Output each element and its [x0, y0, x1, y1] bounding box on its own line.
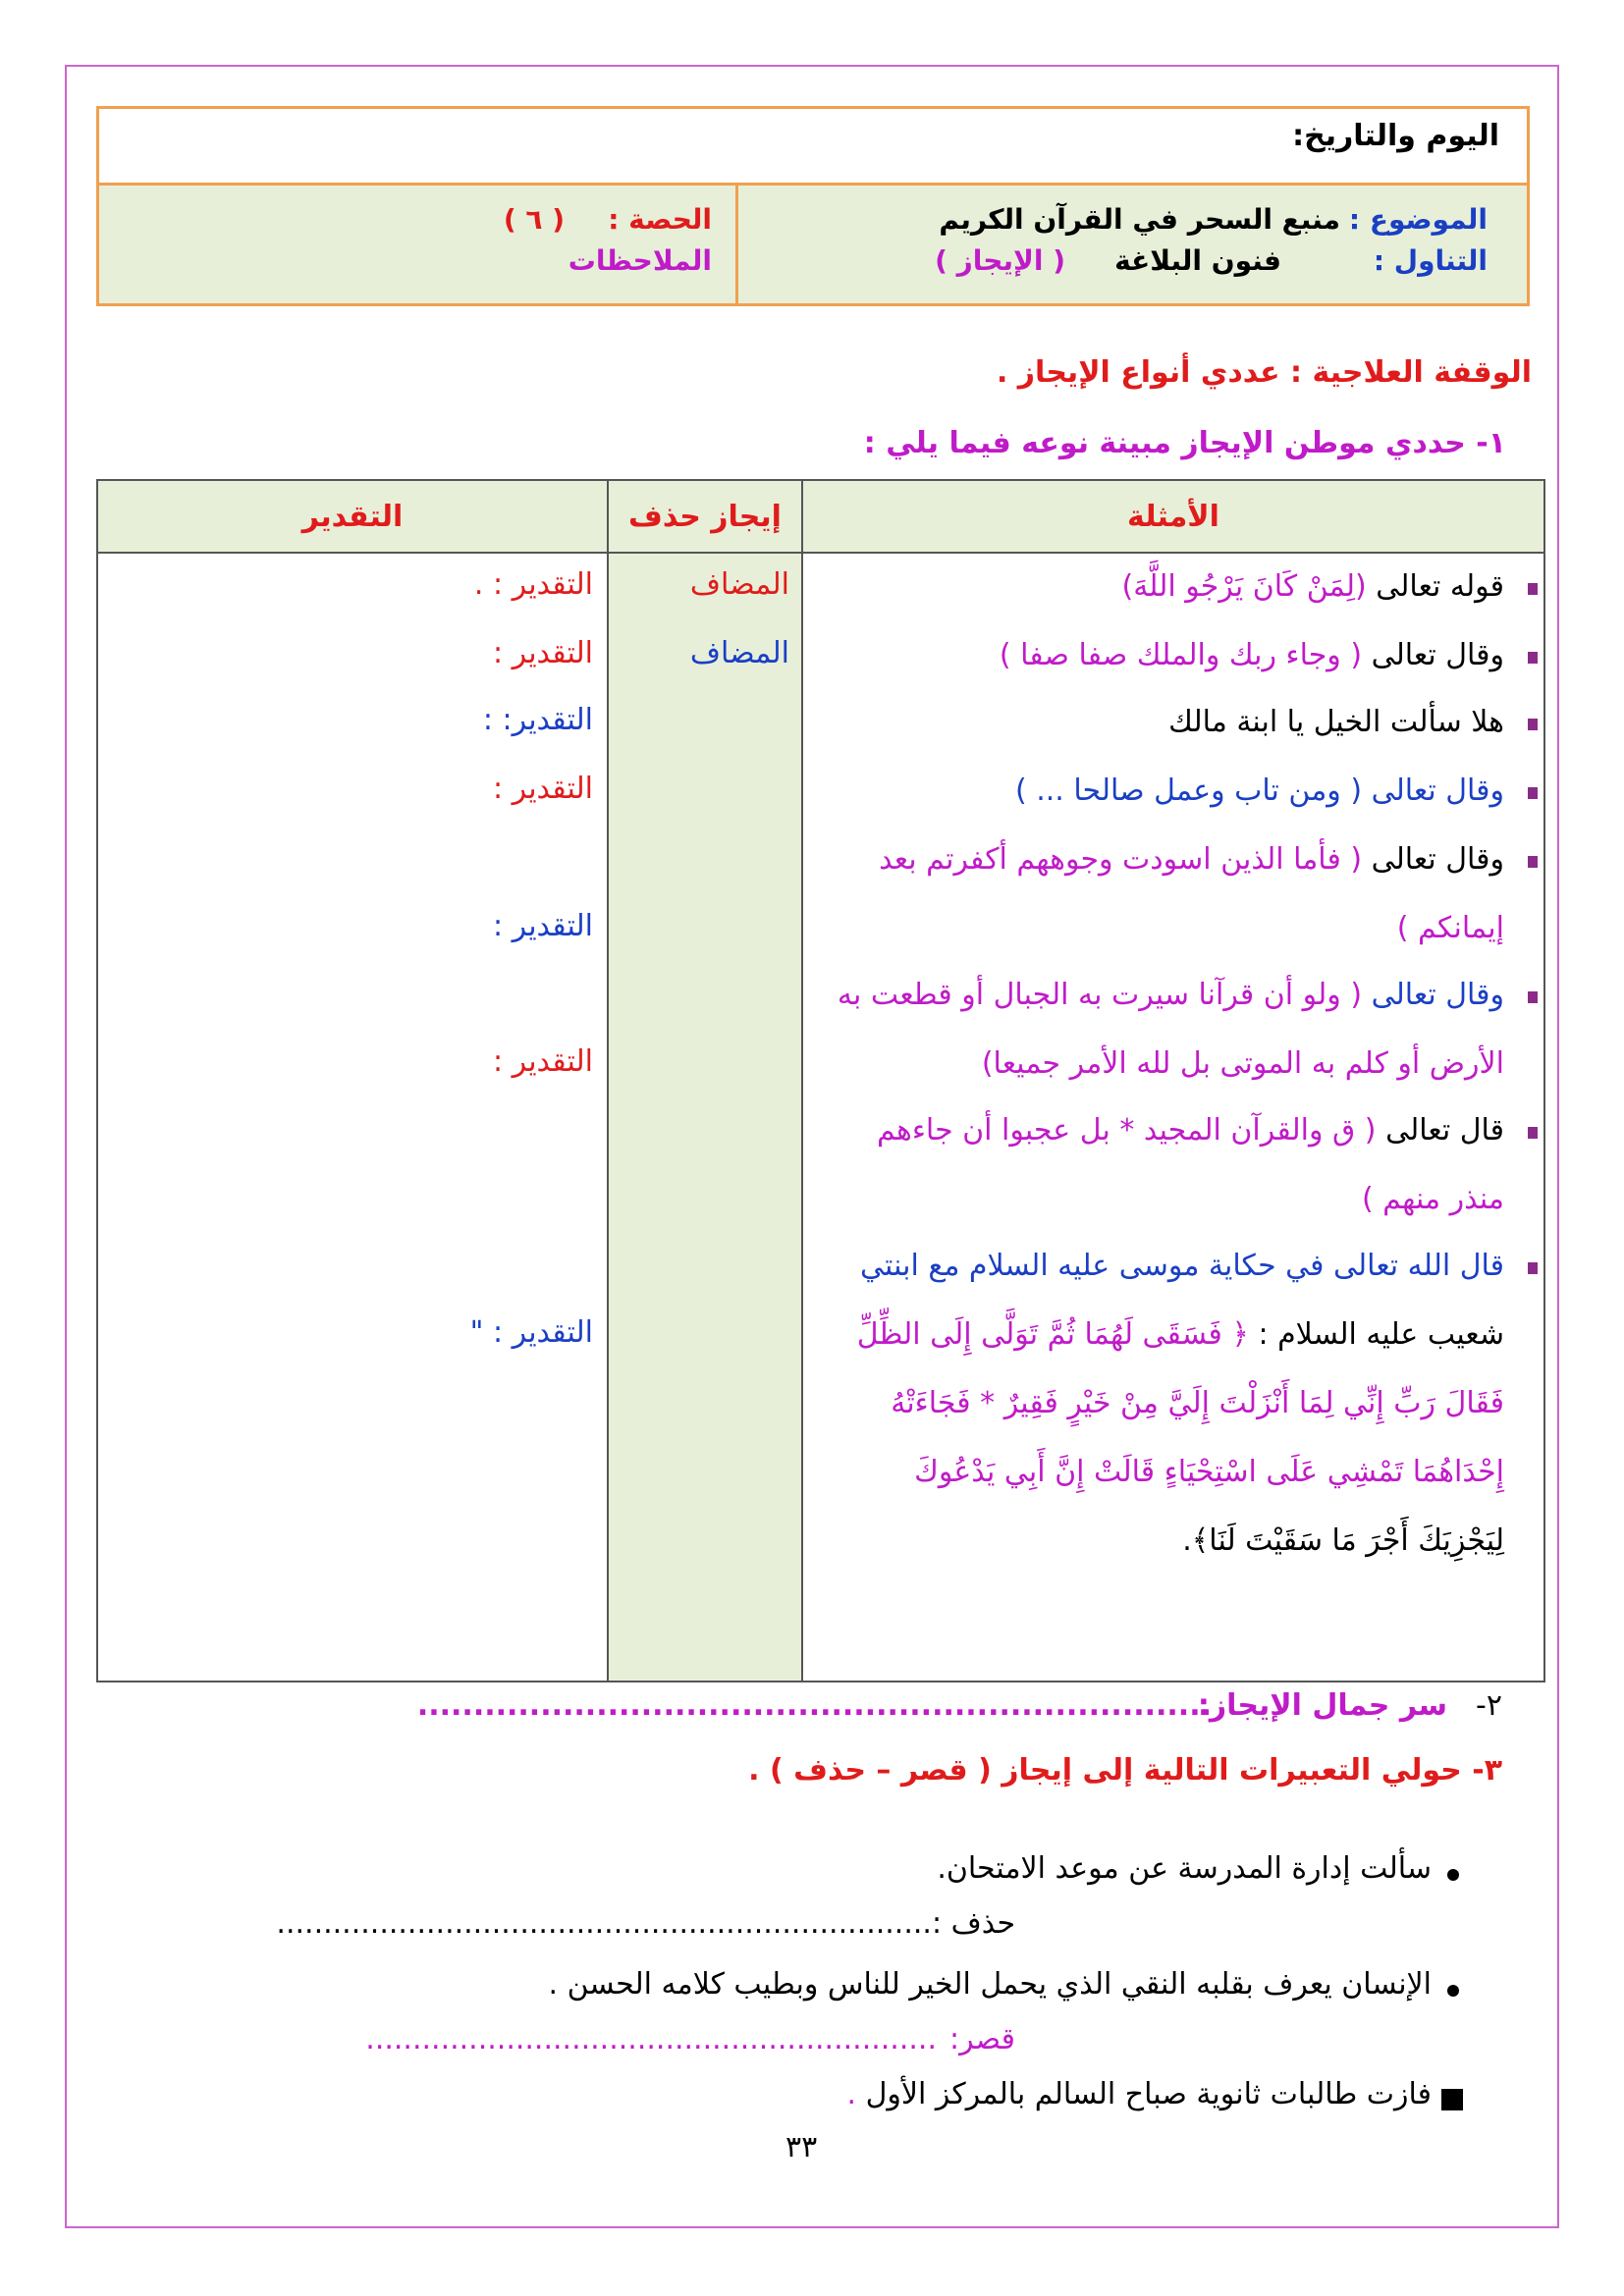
bullet-icon: [1528, 991, 1538, 1003]
hazf-1: المضاف: [689, 567, 789, 602]
example-5-cont: إيمانكم ): [1396, 911, 1504, 945]
examples-table: [96, 479, 1545, 1682]
lesson-header: [96, 106, 1530, 306]
square-bullet-icon: [1441, 2089, 1463, 2110]
example-5: وقال تعالى ( فأما الذين اسودت وجوههم أكفرتم بعد: [879, 842, 1504, 877]
taqdir-5: التقدير :: [493, 909, 593, 943]
taqdir-4: التقدير :: [493, 772, 593, 806]
handling-paren: ( الإيجاز ): [935, 244, 1065, 277]
example-2: وقال تعالى ( وجاء ربك والملك صفا صفا ): [999, 638, 1504, 672]
bullet-icon: [1528, 719, 1538, 730]
bullet-icon: [1528, 1127, 1538, 1139]
notes-label: الملاحظات: [568, 244, 712, 277]
q3-item-2: الإنسان يعرف بقلبه النقي الذي يحمل الخير للناس وبطيب كلامه الحسن .: [548, 1967, 1432, 2002]
remedial-title: الوقفة العلاجية : عددي أنواع الإيجاز .: [996, 355, 1532, 390]
handling-label: التناول :: [1373, 244, 1488, 277]
bullet-dot-icon: [1447, 1985, 1459, 1997]
q3-item-1: سألت إدارة المدرسة عن موعد الامتحان.: [937, 1851, 1432, 1886]
example-7: قال تعالى ( ق والقرآن المجيد * بل عجبوا أن جاءهم: [877, 1113, 1504, 1148]
example-8-line2: شعيب عليه السلام : ﴿ فَسَقَى لَهُمَا ثُمَّ تَوَلَّى إِلَى الظِّلِّ: [856, 1317, 1504, 1352]
col-hazf: إيجاز حذف: [608, 480, 802, 553]
bullet-icon: [1528, 652, 1538, 664]
handling-value: فنون البلاغة: [1114, 244, 1281, 277]
q1-title: ١- حددي موطن الإيجاز مبينة نوعه فيما يلي :: [863, 426, 1506, 460]
q3-item-2-answer-dots: .............................................................: [365, 2022, 937, 2056]
bullet-dot-icon: [1447, 1869, 1459, 1881]
hazf-2: المضاف: [689, 636, 789, 670]
q2-label: سر جمال الإيجاز:: [1197, 1688, 1447, 1723]
example-6: وقال تعالى ( ولو أن قرآنا سيرت به الجبال أو قطعت به: [837, 978, 1504, 1012]
date-row: [99, 109, 1527, 186]
taqdir-3: التقدير: :: [482, 703, 593, 737]
example-8-line4: إِحْدَاهُمَا تَمْشِي عَلَى اسْتِحْيَاءٍ قَالَتْ إِنَّ أَبِي يَدْعُوكَ: [914, 1455, 1504, 1489]
info-divider: [735, 186, 738, 303]
q3-title: ٣- حولي التعبيرات التالية إلى إيجاز ( قصر – حذف ) .: [748, 1753, 1502, 1788]
example-3: هلا سألت الخيل يا ابنة مالك: [1168, 705, 1504, 739]
bullet-icon: [1528, 583, 1538, 595]
taqdir-cell: [97, 553, 608, 1682]
taqdir-1: التقدير : .: [473, 567, 593, 602]
period-label: الحصة :: [608, 203, 712, 236]
lesson-info: [99, 186, 1527, 303]
example-1: قوله تعالى (لِمَنْ كَانَ يَرْجُو اللَّهَ): [1121, 569, 1504, 604]
examples-cell: [802, 553, 1544, 1682]
subject-label: الموضوع :: [1348, 203, 1488, 236]
q3-item-1-answer: حذف :......................................................................: [276, 1906, 1015, 1941]
example-8-line5: لِيَجْزِيَكَ أَجْرَ مَا سَقَيْتَ لَنَا﴾.: [1182, 1523, 1504, 1558]
example-8-line3: فَقَالَ رَبِّ إِنِّي لِمَا أَنْزَلْتَ إِلَيَّ مِنْ خَيْرٍ فَقِيرٌ * فَجَاءَتْهُ: [891, 1386, 1504, 1420]
period-value: ( ٦ ): [503, 203, 565, 236]
bullet-icon: [1528, 1262, 1538, 1274]
hazf-cell: [608, 553, 802, 1682]
bullet-icon: [1528, 787, 1538, 799]
page-number: ٣٣: [785, 2130, 818, 2164]
q2-dots: .......................................................................: [416, 1688, 1212, 1723]
col-taqdir: التقدير: [97, 480, 608, 553]
subject-value: منبع السحر في القرآن الكريم: [939, 203, 1340, 236]
example-4: وقال تعالى ( ومن تاب وعمل صالحا ... ): [1014, 774, 1504, 808]
col-examples: الأمثلة: [802, 480, 1544, 553]
example-7-cont: منذر منهم ): [1361, 1182, 1504, 1216]
taqdir-2: التقدير :: [493, 636, 593, 670]
example-6-cont: الأرض أو كلم به الموتى بل لله الأمر جميعا): [981, 1046, 1504, 1081]
taqdir-7: التقدير : ": [469, 1315, 593, 1350]
example-8: قال الله تعالى في حكاية موسى عليه السلام مع ابنتي: [860, 1249, 1504, 1283]
q3-item-3: فازت طالبات ثانوية صباح السالم بالمركز الأول .: [846, 2077, 1432, 2111]
taqdir-6: التقدير :: [493, 1044, 593, 1079]
q3-item-2-answer-label: قصر:: [948, 2022, 1015, 2056]
q2-number: ٢-: [1476, 1688, 1502, 1723]
date-label: اليوم والتاريخ:: [1292, 119, 1499, 153]
bullet-icon: [1528, 856, 1538, 868]
